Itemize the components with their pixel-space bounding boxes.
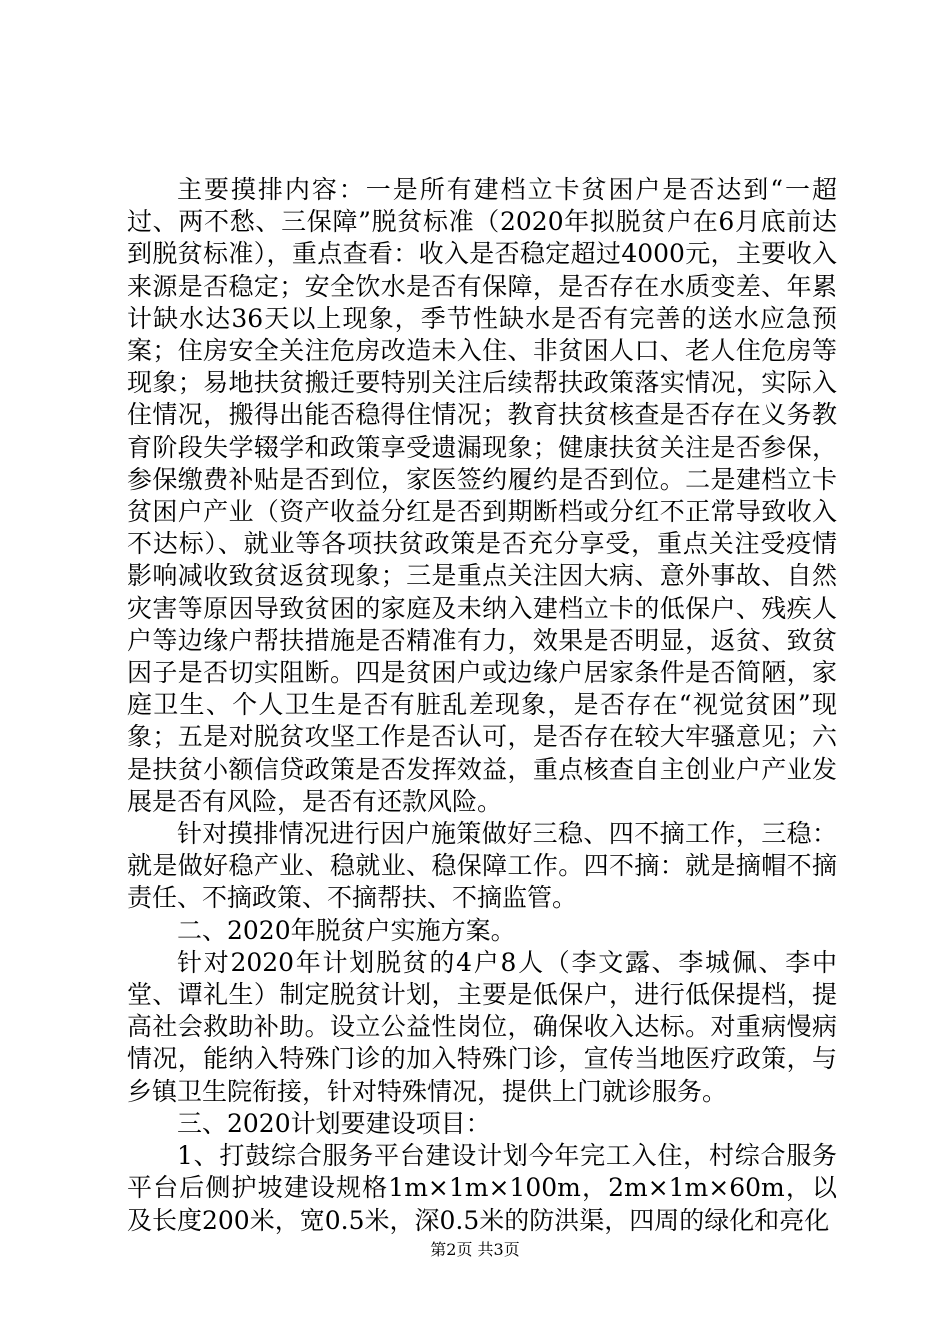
page-footer: 第2页 共3页 — [430, 1240, 520, 1259]
section-heading-2: 二、2020年脱贫户实施方案。 — [177, 915, 516, 945]
section-heading-3: 三、2020计划要建设项目： — [177, 1108, 491, 1138]
paragraph-project-1: 1、打鼓综合服务平台建设计划今年完工入住，村综合服务平台后侧护坡建设规格1m×1m×100m，2m×1m×60m，以及长度200米，宽0.5米，深0.5米的防洪渠，四周的绿化和亮化 — [127, 1141, 837, 1235]
paragraph-plan: 针对2020年计划脱贫的4户8人（李文露、李城佩、李中堂、谭礼生）制定脱贫计划，主要是低保户，进行低保提档，提高社会救助补助。设立公益性岗位，确保收入达标。对重病慢病情况，能纳入特殊门诊的加入特殊门诊，宣传当地医疗政策，与乡镇卫生院衔接，针对特殊情况，提供上门就诊服务。 — [127, 947, 837, 1106]
paragraph-measures: 针对摸排情况进行因户施策做好三稳、四不摘工作，三稳：就是做好稳产业、稳就业、稳保障工作。四不摘：就是摘帽不摘责任、不摘政策、不摘帮扶、不摘监管。 — [127, 819, 837, 913]
document-body — [127, 174, 837, 1237]
paragraph-survey-content: 主要摸排内容：一是所有建档立卡贫困户是否达到“一超过、两不愁、三保障”脱贫标准（2020年拟脱贫户在6月底前达到脱贫标准），重点查看：收入是否稳定超过4000元，主要收入来源是否稳定；安全饮水是否有保障，是否存在水质变差、年累计缺水达36天以上现象，季节性缺水是否有完善的送水应急预案；住房安全关注危房改造未入住、非贫困人口、老人住危房等现象；易地扶贫搬迁要特别关注后续帮扶政策落实情况，实际入住情况，搬得出能否稳得住情况；教育扶贫核查是否存在义务教育阶段失学辍学和政策享受遗漏现象；健康扶贫关注是否参保，参保缴费补贴是否到位，家医签约履约是否到位。二是建档立卡贫困户产业（资产收益分红是否到期断档或分红不正常导致收入不达标）、就业等各项扶贫政策是否充分享受，重点关注受疫情影响减收致贫返贫现象；三是重点关注因大病、意外事故、自然灾害等原因导致贫困的家庭及未纳入建档立卡的低保户、残疾人户等边缘户帮扶措施是否精准有力，效果是否明显，返贫、致贫因子是否切实阻断。四是贫困户或边缘户居家条件是否简陋，家庭卫生、个人卫生是否有脏乱差现象，是否存在“视觉贫困”现象；五是对脱贫攻坚工作是否认可，是否存在较大牢骚意见；六是扶贫小额信贷政策是否发挥效益，重点核查自主创业户产业发展是否有风险，是否有还款风险。 — [127, 175, 837, 816]
